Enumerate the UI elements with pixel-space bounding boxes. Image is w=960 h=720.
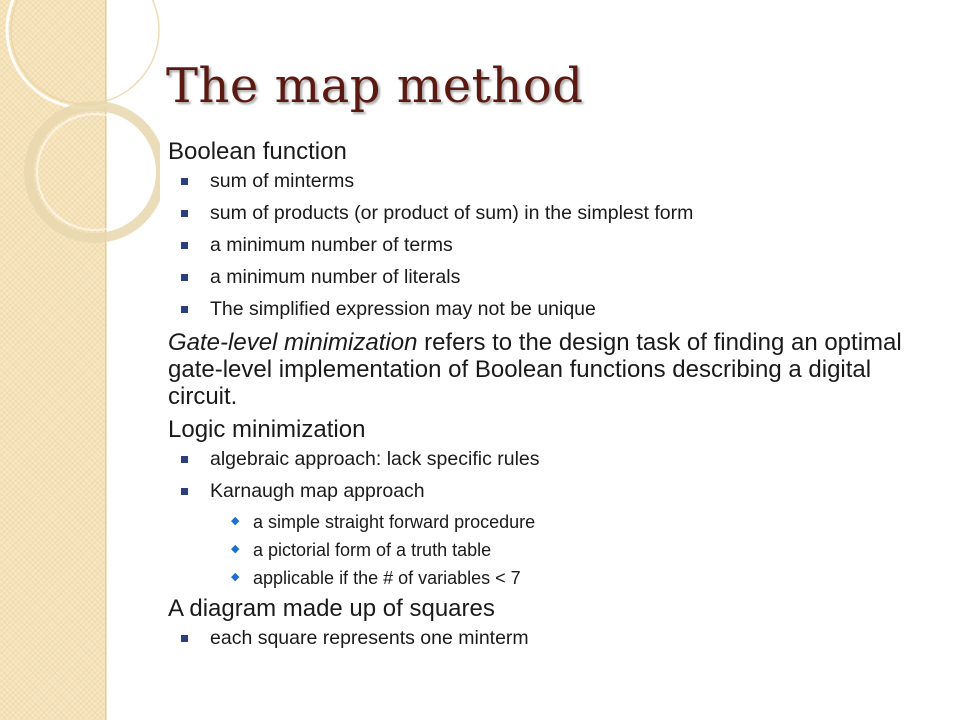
sub-list-item-text: a simple straight forward procedure xyxy=(253,512,536,532)
gate-level-description: refers to the design task of finding an optimal gate-level implementation of Boolean functions describing a digital circuit. xyxy=(168,329,902,410)
list-item xyxy=(210,265,938,289)
sub-list-item-text: a pictorial form of a truth table xyxy=(253,540,492,560)
sub-list-item xyxy=(231,539,938,561)
heading-logic-minimization: Logic minimization xyxy=(168,416,366,443)
list-item-text: The simplified expression may not be unique xyxy=(210,298,596,320)
list-item-text: a minimum number of terms xyxy=(210,234,453,256)
square-bullet-icon xyxy=(181,274,188,281)
sub-list-item-text: applicable if the # of variables < 7 xyxy=(253,568,521,588)
square-bullet-icon xyxy=(181,456,188,463)
list-item-text: Karnaugh map approach xyxy=(210,480,425,502)
heading-diagram: A diagram made up of squares xyxy=(168,595,495,622)
decorative-circles xyxy=(0,0,160,260)
list-item-text: a minimum number of literals xyxy=(210,266,461,288)
square-bullet-icon xyxy=(181,488,188,495)
list-item xyxy=(210,201,938,225)
sub-list-item xyxy=(231,567,938,589)
square-bullet-icon xyxy=(181,178,188,185)
list-item xyxy=(210,297,938,321)
list-item xyxy=(210,233,938,257)
square-bullet-icon xyxy=(181,306,188,313)
list-item xyxy=(210,479,938,503)
list-item-text: algebraic approach: lack specific rules xyxy=(210,448,540,470)
square-bullet-icon xyxy=(181,635,188,642)
diamond-bullet-icon: ◆ xyxy=(231,515,240,527)
diamond-bullet-icon: ◆ xyxy=(231,571,240,583)
list-item xyxy=(210,169,938,193)
diamond-bullet-icon: ◆ xyxy=(231,543,240,555)
slide-content xyxy=(168,138,938,658)
list-item xyxy=(210,626,938,650)
list-item xyxy=(210,447,938,471)
square-bullet-icon xyxy=(181,210,188,217)
slide-title: The map method xyxy=(166,58,584,114)
heading-boolean-function: Boolean function xyxy=(168,138,347,165)
square-bullet-icon xyxy=(181,242,188,249)
gate-level-paragraph xyxy=(168,329,938,410)
sub-list-item xyxy=(231,511,938,533)
list-item-text: sum of products (or product of sum) in the simplest form xyxy=(210,202,694,224)
gate-level-term: Gate-level minimization xyxy=(168,329,418,356)
list-item-text: sum of minterms xyxy=(210,170,355,192)
list-item-text: each square represents one minterm xyxy=(210,627,529,649)
